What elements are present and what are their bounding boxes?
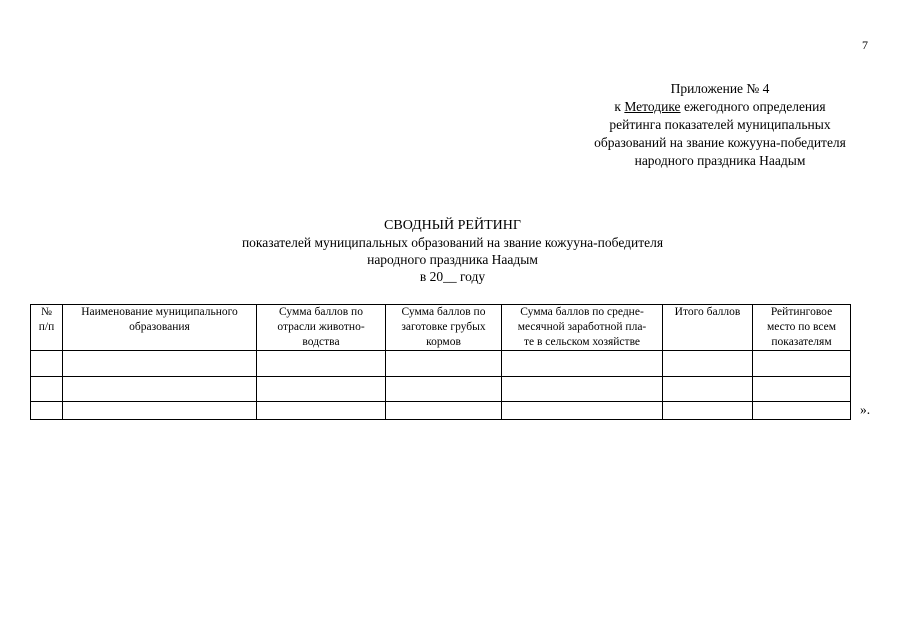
appendix-line-2-prefix: к — [614, 99, 625, 114]
table-cell — [257, 402, 386, 420]
table-row — [31, 377, 851, 402]
title-main: СВОДНЫЙ РЕЙТИНГ — [384, 218, 521, 233]
page-number: 7 — [862, 38, 868, 52]
appendix-line-2 — [570, 98, 870, 116]
closing-quote: ». — [860, 402, 871, 417]
header-cell-salary-score: Сумма баллов по средне- месячной заработной пла- те в сельском хозяйстве — [502, 305, 663, 351]
table-cell — [502, 377, 663, 402]
appendix-line-4: образований на звание кожууна-победителя — [594, 135, 846, 150]
table-cell — [663, 402, 753, 420]
table-header-row — [31, 305, 851, 351]
table-cell — [257, 351, 386, 377]
table-cell — [257, 377, 386, 402]
appendix-line-1: Приложение № 4 — [670, 81, 770, 96]
header-cell-livestock-score: Сумма баллов по отрасли животно- водства — [257, 305, 386, 351]
table-cell — [386, 402, 502, 420]
table-row — [31, 351, 851, 377]
rating-table — [30, 304, 851, 420]
header-cell-total-score: Итого баллов — [663, 305, 753, 351]
table-cell — [502, 351, 663, 377]
table-row — [31, 402, 851, 420]
header-cell-rating-place: Рейтинговое место по всем показателям — [753, 305, 851, 351]
title-line-3: народного праздника Наадым — [367, 252, 538, 267]
document-title — [200, 217, 705, 285]
table-cell — [63, 402, 257, 420]
table-cell — [502, 402, 663, 420]
table-cell — [663, 377, 753, 402]
title-line-2: показателей муниципальных образований на звание кожууна-победителя — [241, 235, 664, 250]
table-cell — [63, 377, 257, 402]
table-cell — [753, 351, 851, 377]
appendix-line-5: народного праздника Наадым — [634, 153, 806, 168]
table-cell — [753, 402, 851, 420]
table-cell — [386, 351, 502, 377]
table-cell — [386, 377, 502, 402]
table-cell — [663, 351, 753, 377]
header-cell-number: № п/п — [31, 305, 63, 351]
appendix-line-3: рейтинга показателей муниципальных — [609, 117, 831, 132]
header-cell-municipality: Наименование муниципального образования — [63, 305, 257, 351]
table-cell — [63, 351, 257, 377]
appendix-header — [570, 80, 870, 170]
table-cell — [31, 402, 63, 420]
appendix-line-2-suffix: ежегодного определения — [680, 99, 826, 114]
table-cell — [31, 351, 63, 377]
table-cell — [753, 377, 851, 402]
header-cell-feed-score: Сумма баллов по заготовке грубых кормов — [386, 305, 502, 351]
table-cell — [31, 377, 63, 402]
title-line-4: в 20__ году — [419, 269, 486, 284]
methodology-link[interactable]: Методике — [624, 99, 681, 114]
